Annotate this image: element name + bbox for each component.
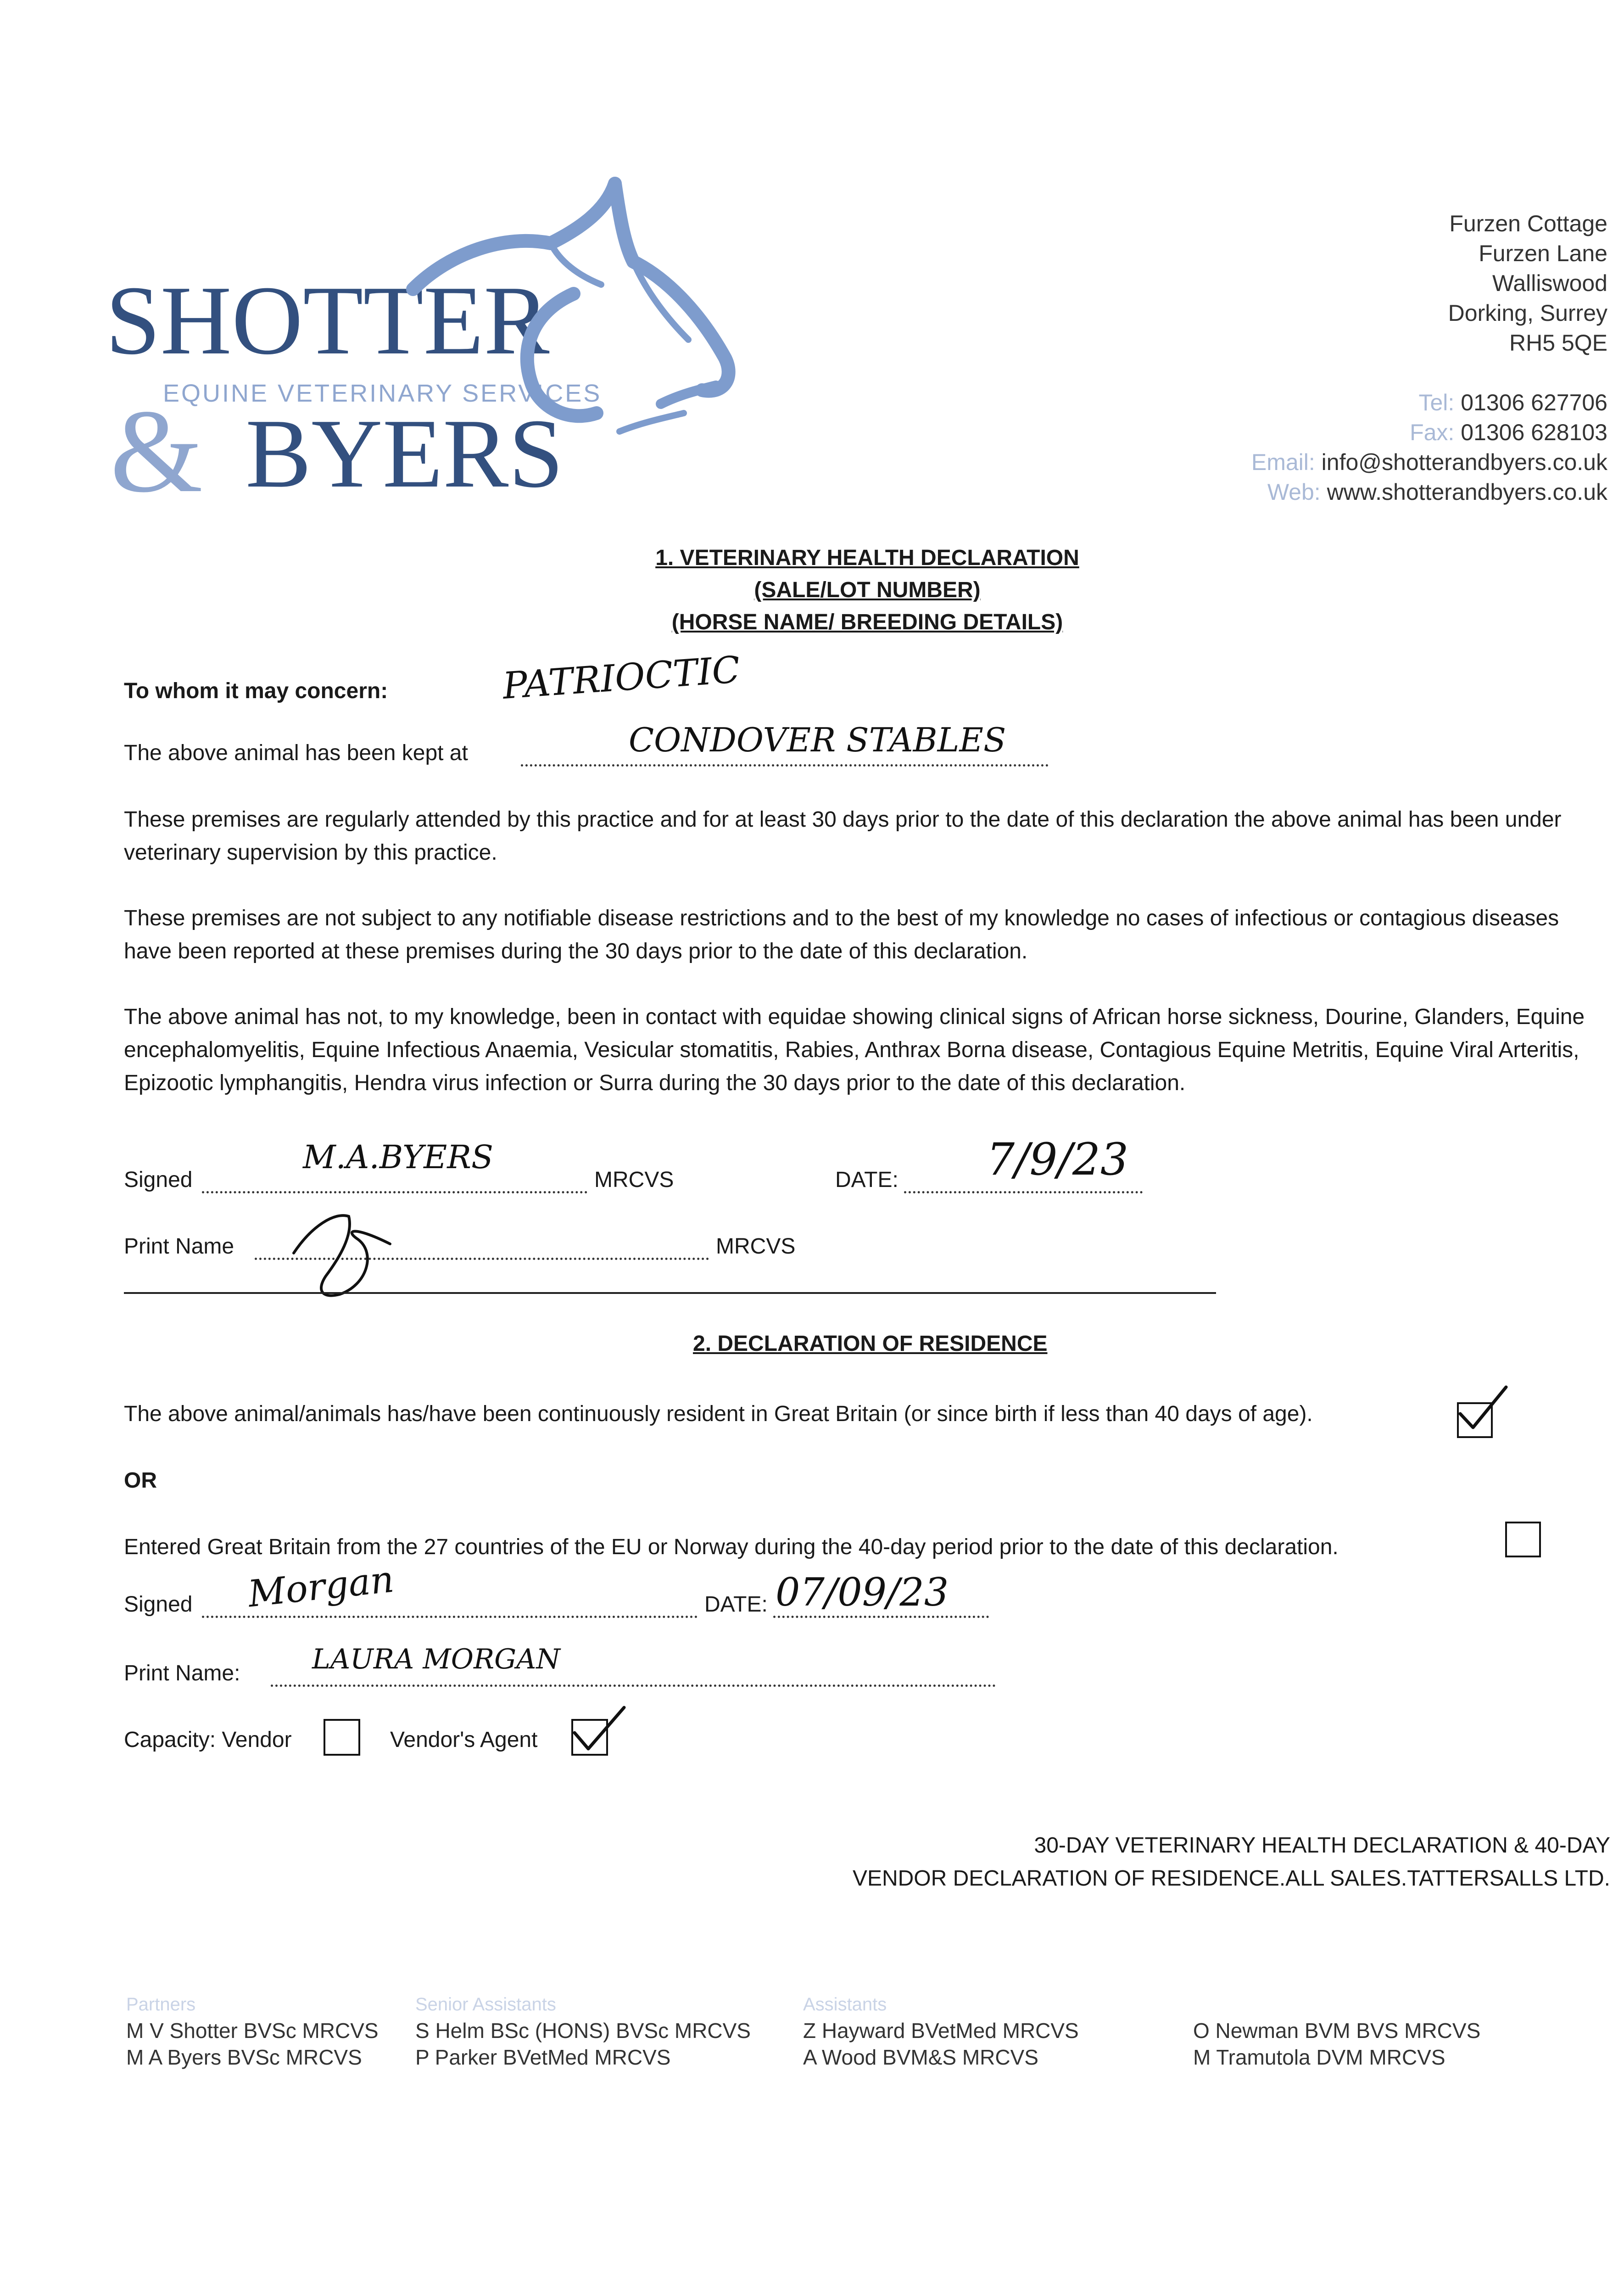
contact-fax: Fax: 01306 628103 <box>1410 420 1607 445</box>
concern-label: To whom it may concern: <box>124 679 388 703</box>
signed-label-2: Signed <box>124 1592 193 1617</box>
staff-name: Z Hayward BVetMed MRCVS <box>803 2019 1079 2043</box>
section1-heading-line1: 1. VETERINARY HEALTH DECLARATION <box>655 546 1079 570</box>
vendors-agent-check-mark <box>569 1701 629 1756</box>
para-supervision: These premises are regularly attended by this practice and for at least 30 days prior to the date of this declaration the above animal has been under veterinary supervision by this practice. <box>124 807 1562 865</box>
senior-assistants-list <box>415 2017 751 2071</box>
address-block <box>1448 209 1607 358</box>
kept-at-label: The above animal has been kept at <box>124 741 468 765</box>
staff-name: A Wood BVM&S MRCVS <box>803 2045 1038 2069</box>
section2-heading: 2. DECLARATION OF RESIDENCE <box>693 1332 1048 1356</box>
logo-word-byers: BYERS <box>246 398 564 508</box>
declaration-footer-line2: VENDOR DECLARATION OF RESIDENCE.ALL SALES.TATTERSALLS LTD. <box>852 1866 1610 1891</box>
address-line: RH5 5QE <box>1509 330 1607 356</box>
logo-word-shotter: SHOTTER <box>106 265 550 375</box>
vendor-checkbox[interactable] <box>324 1719 360 1756</box>
address-line: Furzen Cottage <box>1449 211 1607 236</box>
declaration-footer-line1: 30-DAY VETERINARY HEALTH DECLARATION & 40-DAY <box>1034 1833 1610 1858</box>
horse-name-handwritten: PATRIOCTIC <box>501 648 742 707</box>
signed-dotted-line <box>202 1191 587 1193</box>
company-logo <box>92 174 757 514</box>
section-divider <box>124 1292 1216 1294</box>
para-no-restrictions: These premises are not subject to any notifiable disease restrictions and to the best of my knowledge no cases of infectious or contagious diseases have been reported at these premises during the 30 days prior to the date of this declaration. <box>124 906 1559 963</box>
staff-name: M V Shotter BVSc MRCVS <box>126 2019 379 2043</box>
section1-heading-line2: (SALE/LOT NUMBER) <box>754 578 981 602</box>
staff-name: M A Byers BVSc MRCVS <box>126 2045 362 2069</box>
staff-name: O Newman BVM BVS MRCVS <box>1193 2019 1481 2043</box>
date-dotted-line-2 <box>773 1616 989 1618</box>
contact-block <box>1251 388 1607 507</box>
date-label-2: DATE: <box>704 1592 768 1617</box>
vendor-date-handwritten: 07/09/23 <box>776 1570 949 1615</box>
capacity-vendor-label: Capacity: Vendor <box>124 1728 292 1752</box>
signed-dotted-line-2 <box>202 1616 698 1618</box>
vet-date-handwritten: 7/9/23 <box>987 1134 1128 1185</box>
staff-name: S Helm BSc (HONS) BVSc MRCVS <box>415 2019 751 2043</box>
declaration-footer <box>853 1829 1610 1895</box>
kept-at-handwritten: CONDOVER STABLES <box>629 721 1006 759</box>
vet-initial-signature <box>285 1198 404 1304</box>
print-name-label-2: Print Name: <box>124 1661 240 1685</box>
address-line: Walliswood <box>1492 270 1607 296</box>
vendor-name-handwritten: LAURA MORGAN <box>312 1643 560 1675</box>
vet-signature-handwritten: M.A.BYERS <box>303 1138 493 1176</box>
para-no-contact: The above animal has not, to my knowledge, been in contact with equidae showing clinical signs of African horse sickness, Dourine, Glanders, Equine encephalomyelitis, Equine Infectious Anaemia, Vesicular stomatitis, Rabies, Anthrax Borna disease, Contagious Equine Metritis, Equine Viral Arteritis, Epizootic lymphangitis, Hendra virus infection or Surra during the 30 days prior to the date of this declaration. <box>124 1005 1585 1095</box>
print-name-label: Print Name <box>124 1234 234 1259</box>
partners-list <box>126 2017 379 2071</box>
option-resident-text: The above animal/animals has/have been continuously resident in Great Britain (or since birth if less than 40 days of age). <box>124 1402 1313 1426</box>
section1-heading-line3: (HORSE NAME/ BREEDING DETAILS) <box>671 610 1063 634</box>
date-dotted-line <box>904 1191 1143 1193</box>
mrcvs-label: MRCVS <box>594 1168 674 1192</box>
partners-heading: Partners <box>126 1994 196 2015</box>
address-line: Furzen Lane <box>1479 241 1607 266</box>
kept-at-dotted-line <box>521 764 1049 767</box>
resident-check-mark <box>1455 1382 1510 1437</box>
vendors-agent-label: Vendor's Agent <box>390 1728 538 1752</box>
assistants-list <box>803 2017 1079 2071</box>
mrcvs-label-2: MRCVS <box>716 1234 796 1259</box>
contact-web: Web: www.shotterandbyers.co.uk <box>1267 479 1607 505</box>
contact-tel: Tel: 01306 627706 <box>1418 390 1607 415</box>
address-line: Dorking, Surrey <box>1448 300 1607 326</box>
staff-name: P Parker BVetMed MRCVS <box>415 2045 671 2069</box>
date-label: DATE: <box>835 1168 899 1192</box>
logo-ampersand: & <box>110 385 203 514</box>
contact-email: Email: info@shotterandbyers.co.uk <box>1251 449 1607 475</box>
option-entered-text: Entered Great Britain from the 27 countries of the EU or Norway during the 40-day period prior to the date of this declaration. <box>124 1535 1339 1559</box>
or-label: OR <box>124 1468 157 1493</box>
senior-assistants-heading: Senior Assistants <box>415 1994 556 2015</box>
staff-name: M Tramutola DVM MRCVS <box>1193 2045 1445 2069</box>
entered-checkbox[interactable] <box>1505 1522 1541 1557</box>
logo-subtitle: EQUINE VETERINARY SERVICES <box>163 380 602 407</box>
assistants-heading: Assistants <box>803 1994 887 2015</box>
vendor-signature-handwritten: Morgan <box>246 1557 396 1616</box>
assistants-list-2 <box>1193 2017 1480 2071</box>
print-name-dotted-line-2 <box>271 1685 996 1687</box>
signed-label: Signed <box>124 1168 193 1192</box>
